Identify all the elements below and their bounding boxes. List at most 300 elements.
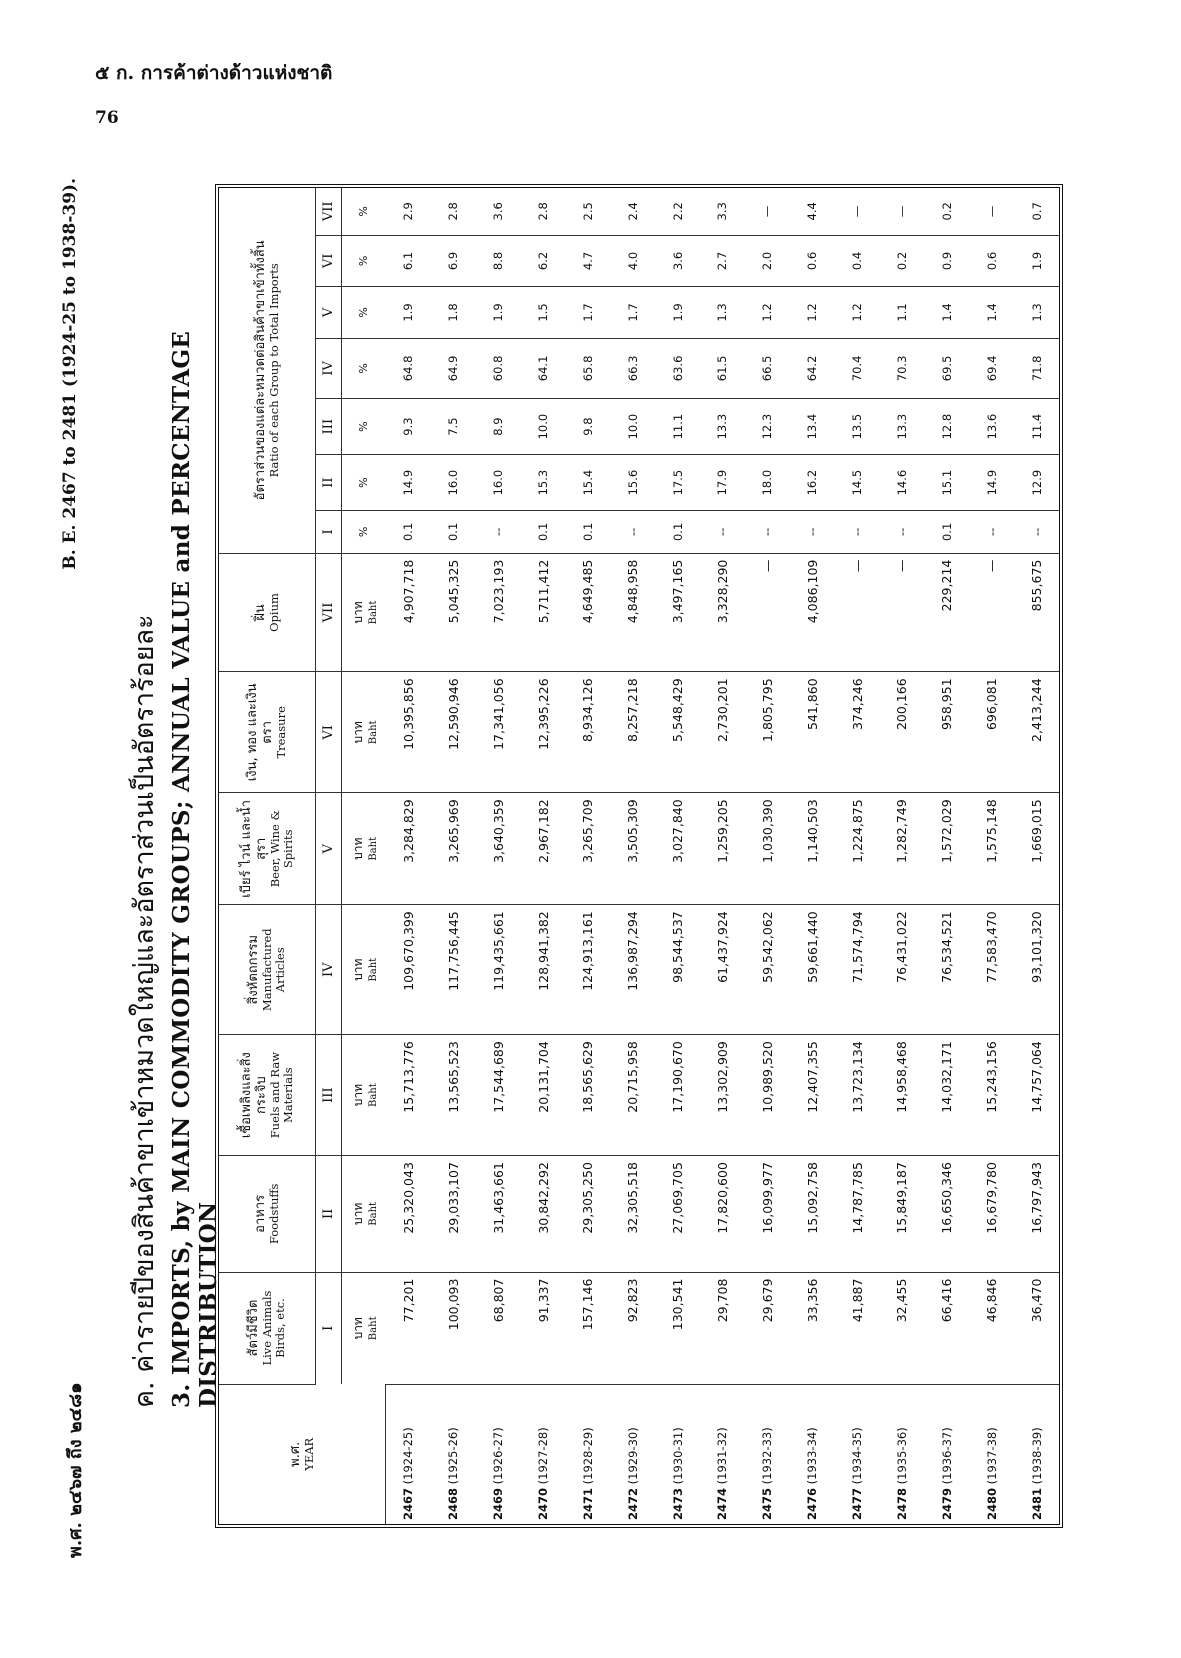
ratio-cell: 1.7 (610, 287, 655, 339)
ratio-cell: 1.4 (924, 287, 969, 339)
value-cell: 66,416 (924, 1272, 969, 1384)
ratio-cell: 8.9 (476, 399, 521, 455)
table-row (700, 188, 745, 1524)
ratio-cell: 4.4 (790, 188, 835, 235)
table-row (565, 188, 610, 1524)
pct-unit: % (341, 188, 386, 235)
ratio-cell: 3.6 (655, 235, 700, 287)
year-period: (1926-27) (491, 1427, 506, 1485)
group-header (219, 905, 315, 1035)
value-cell: 41,887 (835, 1272, 880, 1384)
group-roman: VI (315, 672, 341, 793)
year-be: 2469 (491, 1487, 506, 1520)
ratio-cell: 0.6 (969, 235, 1014, 287)
unit-en: Baht (367, 957, 379, 982)
year-period: (1927-28) (536, 1427, 551, 1485)
value-cell: 17,544,689 (476, 1035, 521, 1156)
ratio-cell: 14.9 (969, 455, 1014, 511)
group-header-en: Beer, Wine & Spirits (267, 810, 295, 888)
table-row (610, 188, 655, 1524)
year-cell (969, 1384, 1014, 1524)
ratio-cell: 0.1 (431, 511, 476, 554)
table-title-english: 3. IMPORTS, by MAIN COMMODITY GROUPS; ANNUAL VALUE and PERCENTAGE DISTRIBUTION (168, 330, 222, 1408)
value-cell: 1,669,015 (1014, 793, 1059, 905)
value-cell: 1,282,749 (879, 793, 924, 905)
year-be: 2473 (670, 1487, 685, 1520)
value-cell: 3,027,840 (655, 793, 700, 905)
thai-year-range: พ.ศ. ๒๔๖๗ ถึง ๒๔๘๑ (65, 1382, 86, 1558)
unit-thai: บาท (350, 1317, 365, 1340)
value-cell: 1,805,795 (745, 672, 790, 793)
group-header-en: Live Animals Birds, etc. (260, 1290, 288, 1366)
value-cell: 46,846 (969, 1272, 1014, 1384)
ratio-cell: -- (1014, 511, 1059, 554)
value-cell: 157,146 (565, 1272, 610, 1384)
value-cell: 958,951 (924, 672, 969, 793)
ratio-cell: 2.9 (386, 188, 431, 235)
value-cell: 15,849,187 (879, 1156, 924, 1272)
value-cell: 14,757,064 (1014, 1035, 1059, 1156)
value-cell: 109,670,399 (386, 905, 431, 1035)
ratio-cell: 63.6 (655, 338, 700, 398)
year-be: 2471 (580, 1487, 595, 1520)
year-period: (1925-26) (446, 1427, 461, 1485)
value-cell: 12,407,355 (790, 1035, 835, 1156)
value-cell: 27,069,705 (655, 1156, 700, 1272)
year-period: (1933-34) (805, 1427, 820, 1485)
ratio-cell: 14.9 (386, 455, 431, 511)
year-be: 2475 (760, 1487, 775, 1520)
ratio-cell: 1.9 (655, 287, 700, 339)
group-header-thai: สัตว์มีชีวิต (246, 1299, 262, 1357)
year-be: 2472 (625, 1487, 640, 1520)
ratio-cell: 17.9 (700, 455, 745, 511)
group-header (219, 672, 315, 793)
ratio-roman: IV (315, 338, 341, 398)
ratio-cell: 8.8 (476, 235, 521, 287)
year-period: (1928-29) (580, 1427, 595, 1485)
year-cell (476, 1384, 521, 1524)
value-cell: 77,583,470 (969, 905, 1014, 1035)
value-cell: 16,679,780 (969, 1156, 1014, 1272)
group-roman: I (315, 1272, 341, 1384)
value-cell: 3,497,165 (655, 553, 700, 672)
value-cell: 4,907,718 (386, 553, 431, 672)
value-cell: 10,989,520 (745, 1035, 790, 1156)
value-cell: 1,140,503 (790, 793, 835, 905)
year-cell (700, 1384, 745, 1524)
ratio-cell: 2.5 (565, 188, 610, 235)
ratio-cell: 0.1 (655, 511, 700, 554)
unit-en: Baht (367, 836, 379, 861)
english-year-range: B. E. 2467 to 2481 (1924-25 to 1938-39). (60, 178, 80, 570)
ratio-roman: I (315, 511, 341, 554)
ratio-cell: 12.3 (745, 399, 790, 455)
value-cell: 8,934,126 (565, 672, 610, 793)
ratio-cell: 4.7 (565, 235, 610, 287)
header-row-roman (315, 188, 341, 1524)
ratio-cell: 64.8 (386, 338, 431, 398)
value-cell: 14,787,785 (835, 1156, 880, 1272)
unit-cell (341, 905, 386, 1035)
ratio-cell: 0.2 (924, 188, 969, 235)
value-cell: 17,190,670 (655, 1035, 700, 1156)
group-header (219, 793, 315, 905)
ratio-cell: 13.3 (879, 399, 924, 455)
value-cell: 36,470 (1014, 1272, 1059, 1384)
unit-thai: บาท (350, 601, 365, 624)
ratio-cell: 1.9 (476, 287, 521, 339)
ratio-cell: 0.1 (386, 511, 431, 554)
value-cell: 12,590,946 (431, 672, 476, 793)
value-cell: — (835, 553, 880, 672)
ratio-cell: 64.2 (790, 338, 835, 398)
value-cell: 2,730,201 (700, 672, 745, 793)
group-roman: VII (315, 553, 341, 672)
year-be: 2480 (984, 1487, 999, 1520)
ratio-cell: 1.8 (431, 287, 476, 339)
unit-cell (341, 1156, 386, 1272)
value-cell: 1,224,875 (835, 793, 880, 905)
table-row (924, 188, 969, 1524)
table-row (655, 188, 700, 1524)
value-cell: 4,649,485 (565, 553, 610, 672)
ratio-cell: 0.4 (835, 235, 880, 287)
value-cell: 14,958,468 (879, 1035, 924, 1156)
value-cell: 10,395,856 (386, 672, 431, 793)
pct-unit: % (341, 399, 386, 455)
table-row (476, 188, 521, 1524)
ratio-cell: 13.5 (835, 399, 880, 455)
ratio-cell: 17.5 (655, 455, 700, 511)
ratio-cell: 71.8 (1014, 338, 1059, 398)
ratio-cell: 2.8 (431, 188, 476, 235)
value-cell: 29,708 (700, 1272, 745, 1384)
value-cell: 15,243,156 (969, 1035, 1014, 1156)
value-cell: 17,820,600 (700, 1156, 745, 1272)
ratio-cell: 1.2 (745, 287, 790, 339)
ratio-cell: 14.6 (879, 455, 924, 511)
year-period: (1930-31) (670, 1427, 685, 1485)
ratio-cell: -- (700, 511, 745, 554)
unit-thai: บาท (350, 721, 365, 744)
ratio-cell: 66.3 (610, 338, 655, 398)
table-row (835, 188, 880, 1524)
table-row (879, 188, 924, 1524)
ratio-cell: 2.2 (655, 188, 700, 235)
value-cell: 14,032,171 (924, 1035, 969, 1156)
value-cell: 16,099,977 (745, 1156, 790, 1272)
ratio-cell: 70.4 (835, 338, 880, 398)
pct-unit: % (341, 511, 386, 554)
year-be: 2470 (536, 1487, 551, 1520)
ratio-cell: 3.3 (700, 188, 745, 235)
year-cell (386, 1384, 431, 1524)
year-period: (1934-35) (850, 1427, 865, 1485)
year-header-thai: พ.ศ. (288, 1441, 303, 1467)
year-cell (879, 1384, 924, 1524)
ratio-cell: 6.9 (431, 235, 476, 287)
group-header-en: Fuels and Raw Materials (267, 1051, 295, 1139)
ratio-cell: 13.6 (969, 399, 1014, 455)
ratio-cell: 70.3 (879, 338, 924, 398)
value-cell: 696,081 (969, 672, 1014, 793)
table-row (386, 188, 431, 1524)
value-cell: 59,661,440 (790, 905, 835, 1035)
group-roman: V (315, 793, 341, 905)
value-cell: 29,033,107 (431, 1156, 476, 1272)
ratio-cell: 11.1 (655, 399, 700, 455)
value-cell: 71,574,794 (835, 905, 880, 1035)
group-header-en: Opium (266, 593, 281, 632)
value-cell: 541,860 (790, 672, 835, 793)
table-row (431, 188, 476, 1524)
ratio-cell: 61.5 (700, 338, 745, 398)
unit-cell (341, 1272, 386, 1384)
year-cell (745, 1384, 790, 1524)
value-cell: 1,572,029 (924, 793, 969, 905)
group-header-thai: อาหาร (252, 1194, 268, 1233)
value-cell: 128,941,382 (521, 905, 566, 1035)
group-roman: II (315, 1156, 341, 1272)
pct-unit: % (341, 235, 386, 287)
ratio-roman: VII (315, 188, 341, 235)
pct-unit: % (341, 455, 386, 511)
value-cell: 8,257,218 (610, 672, 655, 793)
value-cell: 119,435,661 (476, 905, 521, 1035)
imports-table (219, 188, 1059, 1524)
year-cell (790, 1384, 835, 1524)
ratio-cell: 10.0 (521, 399, 566, 455)
value-cell: 1,030,390 (745, 793, 790, 905)
ratio-cell: 69.4 (969, 338, 1014, 398)
group-header-en: Treasure (274, 706, 289, 759)
value-cell: 5,548,429 (655, 672, 700, 793)
ratio-cell: 1.2 (790, 287, 835, 339)
value-cell: 130,541 (655, 1272, 700, 1384)
ratio-cell: 0.1 (521, 511, 566, 554)
value-cell: 3,640,359 (476, 793, 521, 905)
value-cell: — (745, 553, 790, 672)
unit-thai: บาท (350, 1202, 365, 1225)
group-header (219, 1272, 315, 1384)
value-cell: 20,131,704 (521, 1035, 566, 1156)
group-header-thai: เงิน, ทอง และเงินตรา (245, 683, 276, 782)
year-period: (1929-30) (625, 1427, 640, 1485)
table-row (1014, 188, 1059, 1524)
ratio-cell: 66.5 (745, 338, 790, 398)
pct-unit: % (341, 338, 386, 398)
ratio-cell: 2.4 (610, 188, 655, 235)
ratio-cell: -- (835, 511, 880, 554)
value-cell: 93,101,320 (1014, 905, 1059, 1035)
value-cell: 13,302,909 (700, 1035, 745, 1156)
group-header-thai: เชื้อเพลิงและสิ่งกระจิบ (238, 1052, 269, 1139)
ratio-cell: 15.3 (521, 455, 566, 511)
ratio-cell: 15.1 (924, 455, 969, 511)
year-cell (835, 1384, 880, 1524)
ratio-cell: 16.0 (476, 455, 521, 511)
imports-table-frame (215, 184, 1063, 1528)
ratio-cell: — (969, 188, 1014, 235)
ratio-cell: 16.2 (790, 455, 835, 511)
ratio-cell: -- (476, 511, 521, 554)
group-header-thai: สิ่งหัตถกรรม (246, 934, 262, 1005)
year-period: (1931-32) (715, 1427, 730, 1485)
ratio-cell: 1.5 (521, 287, 566, 339)
unit-en: Baht (367, 1201, 379, 1226)
ratio-cell: 18.0 (745, 455, 790, 511)
value-cell: 5,711,412 (521, 553, 566, 672)
unit-cell (341, 793, 386, 905)
value-cell: 4,086,109 (790, 553, 835, 672)
ratio-cell: 9.8 (565, 399, 610, 455)
year-period: (1938-39) (1029, 1427, 1044, 1485)
header-row-labels (219, 188, 315, 1524)
ratio-cell: 65.8 (565, 338, 610, 398)
ratio-cell: 3.6 (476, 188, 521, 235)
unit-thai: บาท (350, 958, 365, 981)
year-cell (610, 1384, 655, 1524)
header-row-units (341, 188, 386, 1524)
value-cell: 7,023,193 (476, 553, 521, 672)
value-cell: 15,713,776 (386, 1035, 431, 1156)
ratio-cell: 0.7 (1014, 188, 1059, 235)
value-cell: 13,565,523 (431, 1035, 476, 1156)
table-title-thai: ค. ค่ารายปีของสินค้าขาเข้าหมวดใหญ่และอัตราส่วนเป็นอัตราร้อยละ (129, 614, 160, 1408)
year-cell (431, 1384, 476, 1524)
value-cell: 200,166 (879, 672, 924, 793)
year-be: 2481 (1029, 1487, 1044, 1520)
value-cell: 2,967,182 (521, 793, 566, 905)
value-cell: 855,675 (1014, 553, 1059, 672)
ratio-cell: 69.5 (924, 338, 969, 398)
ratio-cell: 16.0 (431, 455, 476, 511)
ratio-roman: II (315, 455, 341, 511)
group-roman: IV (315, 905, 341, 1035)
ratio-header (219, 188, 315, 553)
value-cell: 2,413,244 (1014, 672, 1059, 793)
unit-en: Baht (367, 1083, 379, 1108)
rotated-table-block (60, 178, 1070, 1558)
value-cell: 1,575,148 (969, 793, 1014, 905)
value-cell: 12,395,226 (521, 672, 566, 793)
group-header (219, 553, 315, 672)
value-cell: 76,534,521 (924, 905, 969, 1035)
ratio-cell: 12.8 (924, 399, 969, 455)
group-header-en: Manufactured Articles (260, 928, 288, 1012)
value-cell: 15,092,758 (790, 1156, 835, 1272)
unit-en: Baht (367, 1316, 379, 1341)
table-row (790, 188, 835, 1524)
ratio-cell: 0.2 (879, 235, 924, 287)
value-cell: 59,542,062 (745, 905, 790, 1035)
table-row (745, 188, 790, 1524)
value-cell: 29,679 (745, 1272, 790, 1384)
ratio-cell: 7.5 (431, 399, 476, 455)
ratio-cell: 4.0 (610, 235, 655, 287)
year-period: (1937-38) (984, 1427, 999, 1485)
value-cell: 117,756,445 (431, 905, 476, 1035)
table-body (386, 188, 1060, 1524)
value-cell: 61,437,924 (700, 905, 745, 1035)
ratio-cell: 2.0 (745, 235, 790, 287)
value-cell: 32,305,518 (610, 1156, 655, 1272)
value-cell: 3,265,969 (431, 793, 476, 905)
value-cell: 33,356 (790, 1272, 835, 1384)
unit-thai: บาท (350, 1084, 365, 1107)
group-header (219, 1156, 315, 1272)
value-cell: 77,201 (386, 1272, 431, 1384)
ratio-cell: -- (745, 511, 790, 554)
year-cell (655, 1384, 700, 1524)
value-cell: 4,848,958 (610, 553, 655, 672)
value-cell: 3,505,309 (610, 793, 655, 905)
unit-en: Baht (367, 720, 379, 745)
ratio-cell: 13.3 (700, 399, 745, 455)
year-be: 2468 (446, 1487, 461, 1520)
value-cell: — (969, 553, 1014, 672)
year-be: 2477 (850, 1487, 865, 1520)
value-cell: 1,259,205 (700, 793, 745, 905)
ratio-cell: 2.7 (700, 235, 745, 287)
year-be: 2474 (715, 1487, 730, 1520)
ratio-cell: 10.0 (610, 399, 655, 455)
ratio-cell: 13.4 (790, 399, 835, 455)
value-cell: 13,723,134 (835, 1035, 880, 1156)
ratio-cell: 1.9 (1014, 235, 1059, 287)
ratio-cell: 1.9 (386, 287, 431, 339)
year-header-en: YEAR (302, 1437, 316, 1471)
group-header-thai: เบียร์ ไวน์ และน้ำสุรา (238, 799, 269, 898)
ratio-cell: 15.4 (565, 455, 610, 511)
year-period: (1936-37) (939, 1427, 954, 1485)
value-cell: 124,913,161 (565, 905, 610, 1035)
value-cell: 374,246 (835, 672, 880, 793)
ratio-cell: -- (610, 511, 655, 554)
value-cell: 30,842,292 (521, 1156, 566, 1272)
year-period: (1935-36) (894, 1427, 909, 1485)
ratio-roman: V (315, 287, 341, 339)
value-cell: 29,305,250 (565, 1156, 610, 1272)
page-header: ๕ ก. การค้าต่างด้าวแห่งชาติ (95, 62, 333, 84)
value-cell: 91,337 (521, 1272, 566, 1384)
unit-thai: บาท (350, 837, 365, 860)
ratio-cell: 0.1 (565, 511, 610, 554)
value-cell: 100,093 (431, 1272, 476, 1384)
value-cell: 20,715,958 (610, 1035, 655, 1156)
ratio-cell: -- (790, 511, 835, 554)
unit-cell (341, 553, 386, 672)
ratio-cell: 14.5 (835, 455, 880, 511)
ratio-cell: 1.3 (1014, 287, 1059, 339)
ratio-cell: 64.1 (521, 338, 566, 398)
group-header-thai: ฝิ่น (252, 604, 268, 621)
value-cell: 229,214 (924, 553, 969, 672)
year-cell (565, 1384, 610, 1524)
table-row (969, 188, 1014, 1524)
group-header-en: Foodstuffs (266, 1183, 281, 1245)
ratio-cell: 11.4 (1014, 399, 1059, 455)
ratio-cell: 1.1 (879, 287, 924, 339)
year-period: (1924-25) (401, 1427, 416, 1485)
ratio-cell: 60.8 (476, 338, 521, 398)
ratio-cell: 1.3 (700, 287, 745, 339)
unit-cell (341, 672, 386, 793)
year-be: 2467 (401, 1487, 416, 1520)
group-roman: III (315, 1035, 341, 1156)
year-cell (924, 1384, 969, 1524)
